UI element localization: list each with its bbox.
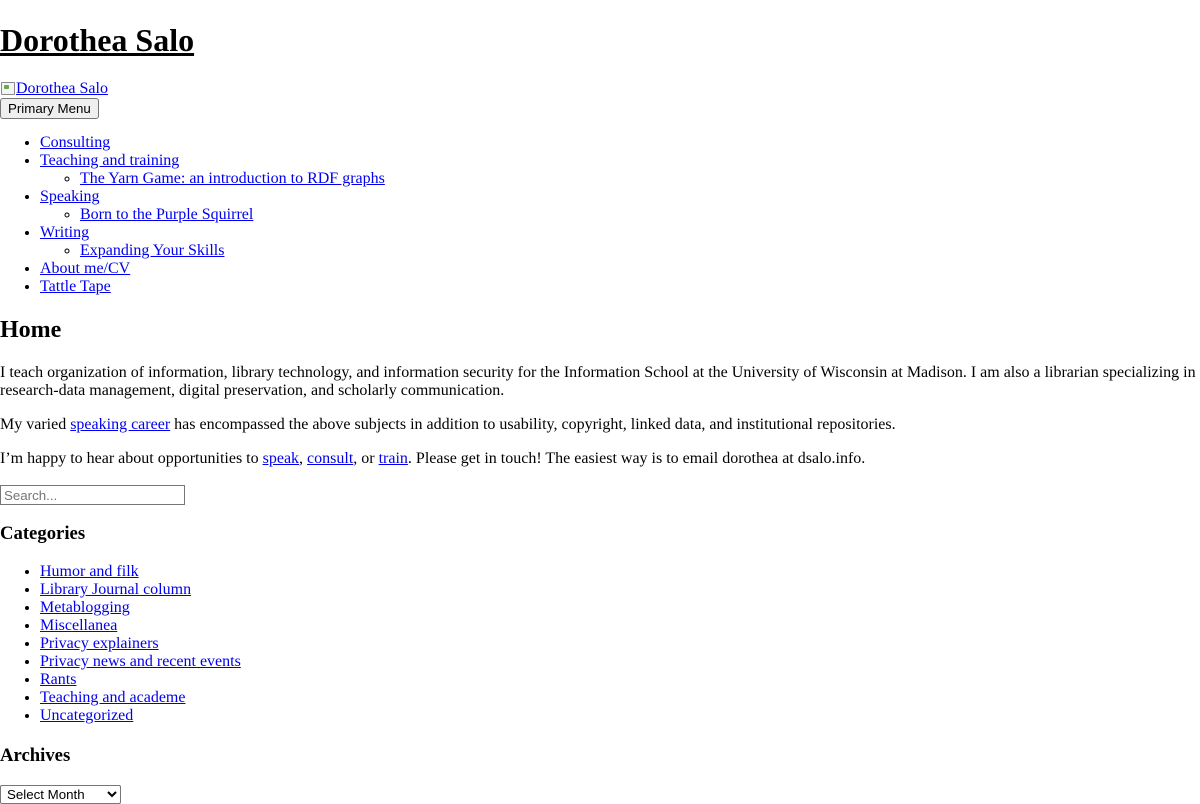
category-link-library-journal-column[interactable]: Library Journal column bbox=[40, 581, 192, 598]
category-link-uncategorized[interactable]: Uncategorized bbox=[40, 707, 134, 724]
category-item bbox=[40, 671, 241, 689]
site-title bbox=[0, 22, 194, 58]
nav-link-purple-squirrel[interactable]: Born to the Purple Squirrel bbox=[80, 206, 254, 223]
contact-paragraph-text-1: I’m happy to hear about opportunities to bbox=[0, 450, 263, 467]
speaking-paragraph-text-2: has encompassed the above subjects in addition to usability, copyright, linked data, and institutional repositories. bbox=[170, 416, 896, 433]
nav-item-teaching bbox=[40, 152, 385, 188]
consult-link[interactable]: consult bbox=[307, 450, 354, 467]
primary-menu-toggle[interactable]: Primary Menu bbox=[0, 98, 99, 119]
category-item bbox=[40, 653, 241, 671]
site-logo-alt-text: Dorothea Salo bbox=[16, 80, 108, 97]
category-link-humor-and-filk[interactable]: Humor and filk bbox=[40, 563, 139, 580]
contact-paragraph-sep-2: , or bbox=[353, 450, 379, 467]
nav-item-writing bbox=[40, 224, 385, 260]
contact-paragraph bbox=[0, 450, 1200, 468]
site-logo-link[interactable] bbox=[0, 80, 108, 98]
contact-paragraph-text-2: . Please get in touch! The easiest way is to email dorothea at dsalo.info. bbox=[407, 450, 866, 467]
speaking-paragraph bbox=[0, 416, 1200, 434]
archives-month-select[interactable] bbox=[0, 785, 121, 804]
category-item bbox=[40, 599, 241, 617]
page-title: Home bbox=[0, 317, 62, 343]
speak-link[interactable]: speak bbox=[262, 450, 300, 467]
category-item bbox=[40, 617, 241, 635]
categories-heading: Categories bbox=[0, 523, 86, 544]
nav-subitem-expanding-skills bbox=[80, 242, 385, 260]
nav-item-about bbox=[40, 260, 385, 278]
category-link-teaching-and-academe[interactable]: Teaching and academe bbox=[40, 689, 186, 706]
category-link-rants[interactable]: Rants bbox=[40, 671, 77, 688]
primary-navigation bbox=[0, 134, 385, 296]
category-item bbox=[40, 707, 241, 725]
nav-subitem-yarn-game bbox=[80, 170, 385, 188]
speaking-career-link[interactable]: speaking career bbox=[70, 416, 171, 433]
category-link-privacy-explainers[interactable]: Privacy explainers bbox=[40, 635, 159, 652]
nav-link-expanding-skills[interactable]: Expanding Your Skills bbox=[80, 242, 225, 259]
nav-link-yarn-game[interactable]: The Yarn Game: an introduction to RDF graphs bbox=[80, 170, 385, 187]
nav-item-consulting bbox=[40, 134, 385, 152]
nav-link-consulting[interactable]: Consulting bbox=[40, 134, 111, 151]
archives-heading: Archives bbox=[0, 745, 71, 766]
contact-paragraph-sep-1: , bbox=[299, 450, 308, 467]
nav-subitem-purple-squirrel bbox=[80, 206, 385, 224]
category-link-metablogging[interactable]: Metablogging bbox=[40, 599, 130, 616]
nav-item-speaking bbox=[40, 188, 385, 224]
nav-submenu-teaching bbox=[40, 170, 385, 188]
speaking-paragraph-text-1: My varied bbox=[0, 416, 71, 433]
intro-paragraph: I teach organization of information, library technology, and information security for the Information School at the University of Wisconsin at Madison. I am also a librarian specializing in research-data management, digital preservation, and scholarly communication. bbox=[0, 364, 1196, 399]
train-link[interactable]: train bbox=[378, 450, 408, 467]
nav-link-speaking[interactable]: Speaking bbox=[40, 188, 100, 205]
category-item bbox=[40, 581, 241, 599]
nav-link-teaching[interactable]: Teaching and training bbox=[40, 152, 180, 169]
category-link-privacy-news[interactable]: Privacy news and recent events bbox=[40, 653, 241, 670]
category-item bbox=[40, 635, 241, 653]
nav-submenu-speaking bbox=[40, 206, 385, 224]
nav-link-writing[interactable]: Writing bbox=[40, 224, 90, 241]
nav-link-tattle-tape[interactable]: Tattle Tape bbox=[40, 278, 111, 295]
search-input[interactable] bbox=[0, 485, 185, 505]
site-title-link[interactable]: Dorothea Salo bbox=[0, 22, 195, 58]
nav-item-tattle-tape bbox=[40, 278, 385, 296]
broken-image-icon bbox=[0, 81, 16, 95]
nav-link-about[interactable]: About me/CV bbox=[40, 260, 131, 277]
categories-list bbox=[0, 563, 241, 725]
nav-submenu-writing bbox=[40, 242, 385, 260]
category-item bbox=[40, 563, 241, 581]
category-item bbox=[40, 689, 241, 707]
category-link-miscellanea[interactable]: Miscellanea bbox=[40, 617, 118, 634]
